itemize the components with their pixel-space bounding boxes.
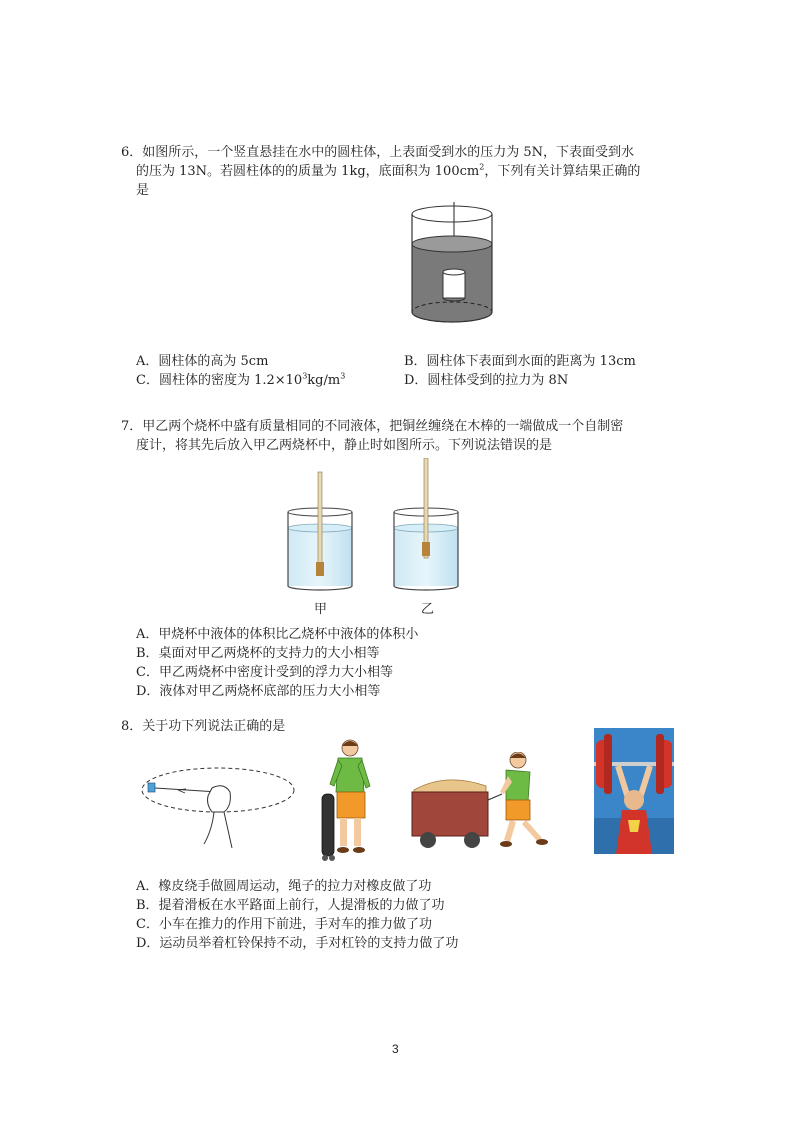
q6-line-2 <box>136 163 640 181</box>
label-jia: 甲 <box>314 602 328 617</box>
q8-option-a: A．橡皮绕手做圆周运动，绳子的拉力对橡皮做了功 <box>136 879 432 894</box>
q6-option-d: D．圆柱体受到的拉力为 8N <box>404 373 569 388</box>
q8-option-c: C．小车在推力的作用下前进，手对车的推力做了功 <box>136 917 432 932</box>
q8-boy-pushing-cart-figure <box>406 752 556 862</box>
q7-option-a: A．甲烧杯中液体的体积比乙烧杯中液体的体积小 <box>136 627 419 642</box>
q6-option-c-b: kg/m <box>307 373 341 388</box>
q6-line-1: 6．如图所示，一个竖直悬挂在水中的圆柱体，上表面受到水的压力为 5N，下表面受到水 <box>121 145 635 160</box>
q6-option-c-sup2: 3 <box>340 371 346 381</box>
q6-option-c-a: C．圆柱体的密度为 1.2×10 <box>136 373 303 388</box>
q6-cylinder-in-water-figure <box>404 200 500 332</box>
q7-option-b: B．桌面对甲乙两烧杯的支持力的大小相等 <box>136 646 380 661</box>
q6-line-2-a: 的压为 13N。若圆柱体的的质量为 1kg，底面积为 100cm <box>136 164 480 179</box>
q7-option-d: D．液体对甲乙两烧杯底部的压力大小相等 <box>136 684 381 699</box>
beaker-jia <box>288 472 352 590</box>
q6-option-c <box>136 372 345 390</box>
q7-line-2: 度计，将其先后放入甲乙两烧杯中，静止时如图所示。下列说法错误的是 <box>136 438 553 453</box>
q6-line-2-sup: 2 <box>479 162 485 172</box>
q6-line-3: 是 <box>136 183 150 198</box>
q8-weightlifter-photo <box>594 728 674 854</box>
q6-option-b: B．圆柱体下表面到水面的距离为 13cm <box>404 354 636 369</box>
q6-option-a: A．圆柱体的高为 5cm <box>136 354 269 369</box>
q8-option-d: D．运动员举着杠铃保持不动，手对杠铃的支持力做了功 <box>136 936 459 951</box>
q8-line-1: 8．关于功下列说法正确的是 <box>121 719 286 734</box>
q8-eraser-circle-figure <box>138 760 298 860</box>
q7-beakers-figure <box>284 458 474 594</box>
q6-line-2-b: ，下列有关计算结果正确的 <box>484 164 641 179</box>
q8-boy-skateboard-figure <box>318 738 380 864</box>
q8-option-b: B．提着滑板在水平路面上前行，人提滑板的力做了功 <box>136 898 445 913</box>
q7-option-c: C．甲乙两烧杯中密度计受到的浮力大小相等 <box>136 665 393 680</box>
q7-line-1: 7．甲乙两个烧杯中盛有质量相同的不同液体，把铜丝缠绕在木棒的一端做成一个自制密 <box>121 419 624 434</box>
q6-option-c-sup: 3 <box>302 371 308 381</box>
label-yi: 乙 <box>421 602 435 617</box>
page-number: 3 <box>392 1042 399 1056</box>
beaker-yi <box>394 458 458 590</box>
